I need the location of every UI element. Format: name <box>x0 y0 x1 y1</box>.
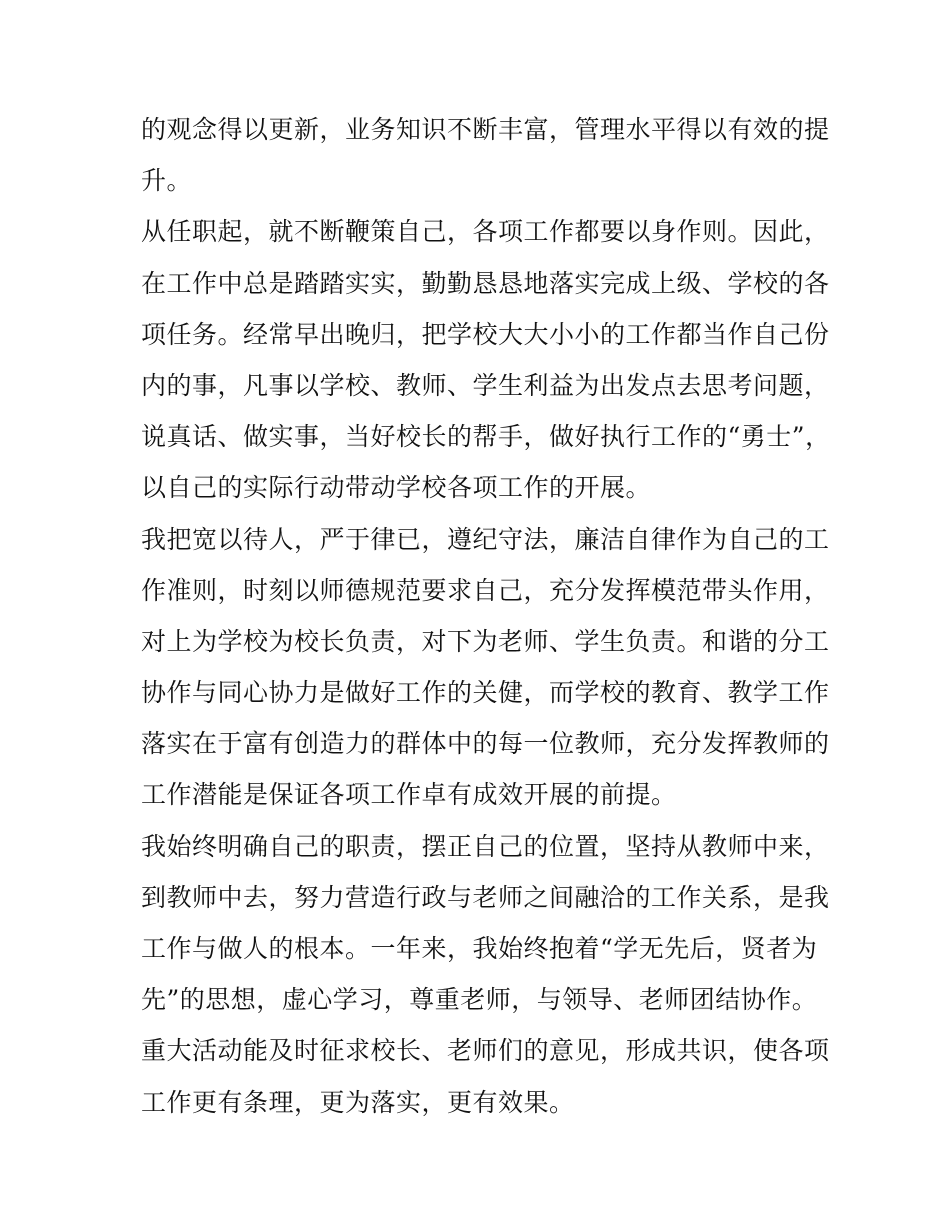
text-line: 工作与做人的根本。一年来，我始终抱着“学无先后，贤者为 <box>141 934 818 963</box>
text-line: 工作更有条理，更为落实，更有效果。 <box>141 1087 575 1117</box>
text-line: 我始终明确自己的职责，摆正自己的位置，坚持从教师中来， <box>141 831 830 861</box>
body-text <box>141 104 831 1128</box>
text-line: 内的事，凡事以学校、教师、学生利益为出发点去思考问题， <box>141 370 830 400</box>
text-line: 升。 <box>141 166 193 196</box>
text-line: 落实在于富有创造力的群体中的每一位教师，充分发挥教师的 <box>141 729 830 759</box>
text-line: 的观念得以更新，业务知识不断丰富，管理水平得以有效的提 <box>141 115 830 144</box>
text-line: 重大活动能及时征求校长、老师们的意见，形成共识，使各项 <box>141 1036 830 1066</box>
text-line: 项任务。经常早出晚归，把学校大大小小的工作都当作自己份 <box>141 319 830 349</box>
text-line: 我把宽以待人，严于律已，遵纪守法，廉洁自律作为自己的工 <box>141 524 830 554</box>
text-line: 对上为学校为校长负责，对下为老师、学生负责。和谐的分工 <box>141 626 830 656</box>
text-line: 在工作中总是踏踏实实，勤勤恳恳地落实完成上级、学校的各 <box>141 268 830 298</box>
text-line: 说真话、做实事，当好校长的帮手，做好执行工作的“勇士”， <box>141 422 831 452</box>
text-line: 工作潜能是保证各项工作卓有成效开展的前提。 <box>141 780 677 810</box>
text-line: 协作与同心协力是做好工作的关健，而学校的教育、教学工作 <box>141 678 830 708</box>
text-line: 先”的思想，虚心学习，尊重老师，与领导、老师团结协作。 <box>141 985 818 1015</box>
text-line: 以自己的实际行动带动学校各项工作的开展。 <box>141 473 652 503</box>
text-line: 作准则，时刻以师德规范要求自己，充分发挥模范带头作用， <box>141 575 830 605</box>
text-line: 从任职起，就不断鞭策自己，各项工作都要以身作则。因此， <box>141 217 830 247</box>
text-line: 到教师中去，努力营造行政与老师之间融洽的工作关系，是我 <box>141 882 830 912</box>
